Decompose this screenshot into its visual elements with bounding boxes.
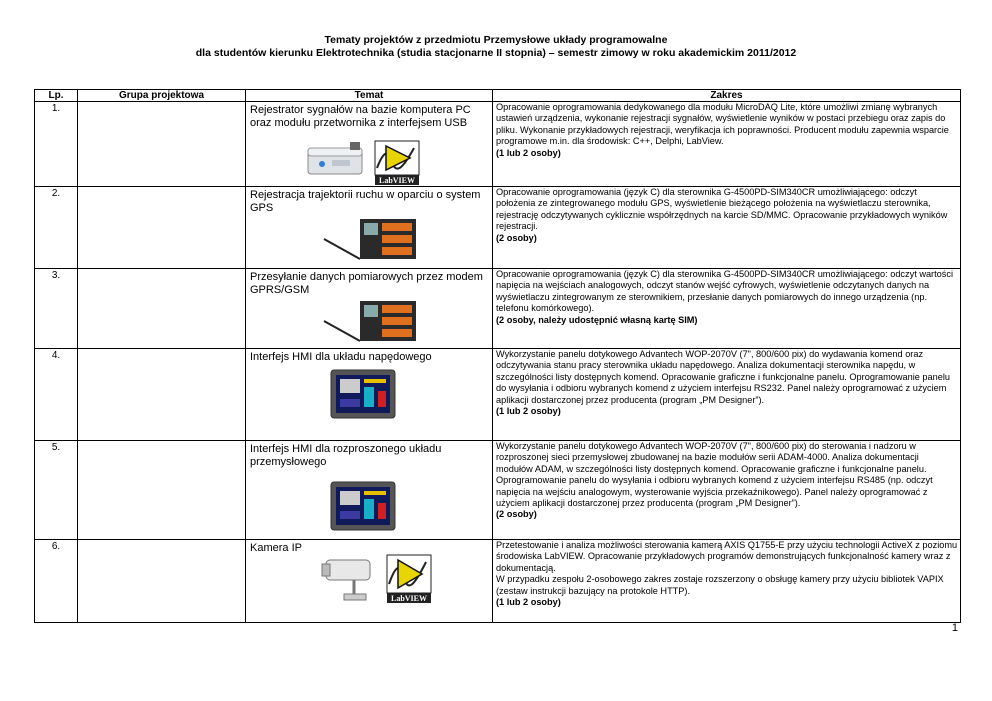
row-persons: (1 lub 2 osoby) xyxy=(496,597,561,608)
row-scope-cell xyxy=(493,540,961,623)
row-topic-cell xyxy=(246,441,493,540)
row-group xyxy=(78,269,246,349)
row-group xyxy=(78,187,246,269)
row-topic-cell xyxy=(246,102,493,187)
header-topic: Temat xyxy=(246,90,493,102)
row-scope: Opracowanie oprogramowania dedykowanego dla modułu MicroDAQ Lite, które umożliwi zmianę wybranych ustawień urządzenia, wykonanie rejestracji sygnałów, wyświetlenie wyników w postaci przebiegu oraz zapis do pliku. Wykonanie przykładowych rejestracji, weryfikacja ich poprawności. Producent modułu zapewnia wsparcie programowe m.in. dla środowisk: C++, Delphi, LabView. xyxy=(496,102,949,147)
row-lp: 1. xyxy=(35,102,78,187)
ip-camera-image xyxy=(320,554,378,604)
row-group xyxy=(78,540,246,623)
row-topic-cell xyxy=(246,269,493,349)
table-row xyxy=(35,269,961,349)
microdaq-module-image xyxy=(306,140,366,178)
row-lp: 5. xyxy=(35,441,78,540)
header-group: Grupa projektowa xyxy=(78,90,246,102)
row-topic-cell xyxy=(246,540,493,623)
row-group xyxy=(78,441,246,540)
row-scope-cell xyxy=(493,441,961,540)
row-lp: 6. xyxy=(35,540,78,623)
row-topic-cell xyxy=(246,187,493,269)
row-scope: Opracowanie oprogramowania (język C) dla sterownika G-4500PD-SIM340CR umożliwiającego: odczyt położenia ze zintegrowanego modułu GPS, wyświetlenie bieżącego położenia na wyświetlaczu sterownika, rejestrację odczytywanych cyklicznie współrzędnych na karcie SD/MMC. Opracowanie przykładowych wyników rejestracji. xyxy=(496,187,948,232)
row-scope: Wykorzystanie panelu dotykowego Advantech WOP-2070V (7", 800/600 pix) do sterowania i nadzoru w rozproszonej sieci przemysłowej zbudowanej na bazie modułów serii ADAM-4000. Analiza dokumentacji modułów ADAM, w szczególności listy dostępnych komend. Opracowanie graficzne i funkcjonalne panelu. Oprogramowanie panelu do wysyłania i odbioru wybranych komend z użyciem interfejsu RS485 (np. odczyt napięcia na wejściu analogowym, wysterowanie wyjścia przekaźnikowego). Panel należy oprogramować z użyciem aplikacji dostarczonej przez producenta (program „PM Designer”). xyxy=(496,441,933,509)
row-topic: Interfejs HMI dla układu napędowego xyxy=(250,351,432,363)
row-topic: Rejestrator sygnałów na bazie komputera PC oraz modułu przetwornika z interfejsem USB xyxy=(250,104,471,129)
row-persons: (1 lub 2 osoby) xyxy=(496,147,561,158)
projects-table xyxy=(34,89,961,623)
labview-logo-text: LabVIEW xyxy=(390,594,428,603)
labview-logo-text: LabVIEW xyxy=(378,176,416,185)
labview-logo xyxy=(374,140,420,186)
row-group xyxy=(78,102,246,187)
header-lp: Lp. xyxy=(35,90,78,102)
table-row xyxy=(35,349,961,441)
row-scope-cell xyxy=(493,187,961,269)
table-row xyxy=(35,441,961,540)
row-scope-cell xyxy=(493,269,961,349)
row-lp: 3. xyxy=(35,269,78,349)
row-group xyxy=(78,349,246,441)
row-persons: (2 osoby) xyxy=(496,509,537,520)
gps-controller-image xyxy=(320,215,420,263)
row-persons: (2 osoby) xyxy=(496,232,537,243)
table-row xyxy=(35,102,961,187)
row-topic: Interfejs HMI dla rozproszonego układu przemysłowego xyxy=(250,443,442,468)
row-topic: Kamera IP xyxy=(250,542,302,554)
table-row xyxy=(35,187,961,269)
gprs-controller-image xyxy=(320,297,420,345)
hmi-panel-image xyxy=(330,481,396,531)
row-persons: (1 lub 2 osoby) xyxy=(496,406,561,417)
row-scope: Przetestowanie i analiza możliwości sterowania kamerą AXIS Q1755-E przy użyciu technologii ActiveX z poziomu środowiska LabVIEW. Opracowanie przykładowych programów demonstrujących funkcjonalność kamery wraz z dokumentacją. W przypadku zespołu 2-osobowego zakres zostaje rozszerzony o obsługę kamery przy użyciu bibliotek VAPIX (zestaw instrukcji bazujący na protokole HTTP). xyxy=(496,540,958,596)
row-scope: Opracowanie oprogramowania (język C) dla sterownika G-4500PD-SIM340CR umożliwiającego: odczyt wartości napięcia na wejściach analogowych, odczyt stanów wejść cyfrowych, wyświetlenie odczytanych danych na wyświetlaczu zintegrowanym ze sterownikiem, przesłanie danych pomiarowych do innego urządzenia (np. telefonu komórkowego). xyxy=(496,269,954,314)
row-lp: 4. xyxy=(35,349,78,441)
row-topic-cell xyxy=(246,349,493,441)
page-number: 1 xyxy=(951,622,958,634)
labview-logo xyxy=(386,554,432,604)
table-header-row xyxy=(35,90,961,102)
document-title-line2: dla studentów kierunku Elektrotechnika (studia stacjonarne II stopnia) – semestr zimowy w roku akademickim 2011/2012 xyxy=(195,47,797,59)
row-scope: Wykorzystanie panelu dotykowego Advantech WOP-2070V (7", 800/600 pix) do wydawania komend oraz odczytywania stanu pracy sterownika układu napędowego. Analiza dokumentacji sterownika napędu, w szczególności listy dostępnych komend. Opracowanie graficzne i funkcjonalne panelu. Oprogramowanie panelu do wysyłania i odbioru wybranych komend z użyciem interfejsu RS232. Panel należy oprogramować z użyciem aplikacji dostarczonej przez producenta (program „PM Designer”). xyxy=(496,349,951,405)
row-topic: Rejestracja trajektorii ruchu w oparciu o system GPS xyxy=(250,189,481,214)
header-scope: Zakres xyxy=(493,90,961,102)
row-scope-cell xyxy=(493,349,961,441)
row-topic: Przesyłanie danych pomiarowych przez modem GPRS/GSM xyxy=(250,271,483,296)
document-title-line1: Tematy projektów z przedmiotu Przemysłowe układy programowalne xyxy=(324,34,668,46)
hmi-panel-image xyxy=(330,369,396,419)
row-lp: 2. xyxy=(35,187,78,269)
table-row xyxy=(35,540,961,623)
row-scope-cell xyxy=(493,102,961,187)
row-persons: (2 osoby, należy udostępnić własną kartę SIM) xyxy=(496,314,698,325)
